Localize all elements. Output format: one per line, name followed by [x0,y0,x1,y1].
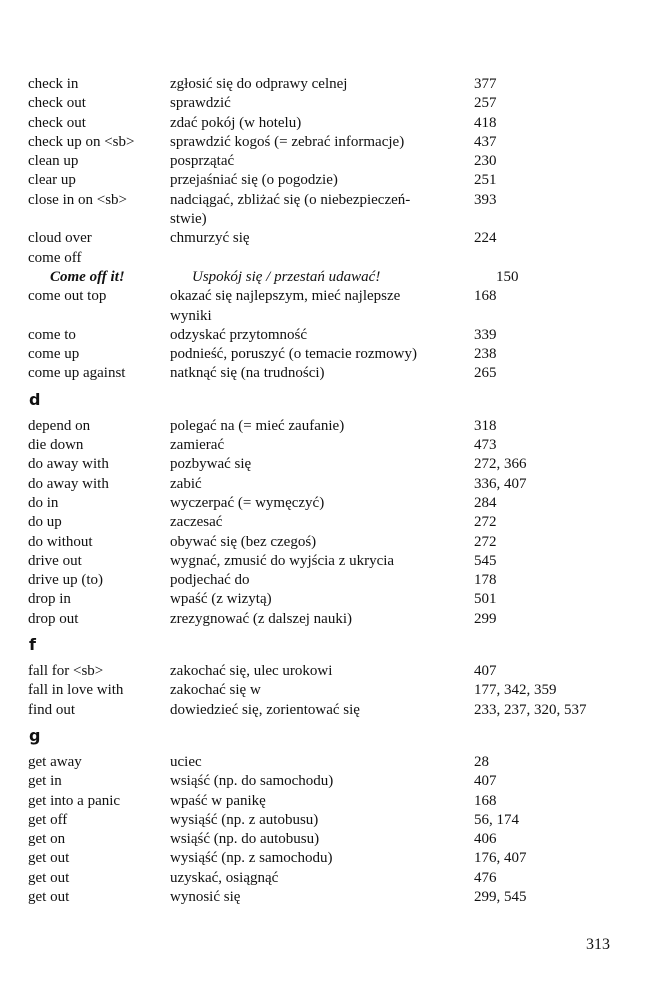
entry-pages: 272, 366 [474,456,527,473]
entry-pages: 176, 407 [474,850,527,867]
entry-pages [474,307,628,326]
entry-translation: sprawdzić [170,95,231,112]
index-entry [28,888,628,907]
entry-pages: 251 [474,172,497,189]
index-entry [28,152,628,171]
entry-term: do away with [28,475,109,492]
entry-pages [474,249,628,268]
entry-term: clean up [28,153,79,170]
entry-translation: wpaść w panikę [170,792,266,809]
entry-term: get out [28,869,70,886]
entry-pages: 272 [474,533,497,550]
entry-translation: wysiąść (np. z samochodu) [170,850,333,867]
section-letter: d [29,389,41,409]
index-entry [28,455,628,474]
entry-pages: 406 [474,831,497,848]
index-entry [28,662,628,681]
entry-term: cloud over [28,230,92,247]
entry-translation: chmurzyć się [170,230,250,247]
entry-term: drive out [28,552,82,569]
entry-translation: uzyskać, osiągnąć [170,869,279,886]
index-entry [28,494,628,513]
entry-pages: 238 [474,346,497,363]
entry-pages: 284 [474,494,497,511]
index-entry [28,681,628,700]
entry-pages: 178 [474,572,497,589]
index-entry [28,268,628,287]
entry-translation: zdać pokój (w hotelu) [170,114,302,131]
entry-translation: polegać na (= mieć zaufanie) [170,417,345,434]
index-entry [28,753,628,772]
entry-pages: 233, 237, 320, 537 [474,701,587,718]
entry-term: come out top [28,288,107,305]
entry-term: find out [28,701,76,718]
entry-term: do up [28,514,62,531]
entry-translation: zgłosić się do odprawy celnej [170,76,348,92]
entry-term: check out [28,95,86,112]
entry-translation: wysiąść (np. z autobusu) [170,811,319,828]
entry-translation: Uspokój się / przestań udawać! [192,268,381,285]
index-entry [28,345,628,364]
entry-translation: wyniki [170,307,212,324]
index-entry [28,436,628,455]
entry-term: get away [28,753,82,770]
index-entry [28,191,628,210]
entry-translation [170,249,474,268]
index-entry [28,701,628,720]
entry-translation: uciec [170,753,202,770]
entry-pages: 150 [496,268,519,285]
entry-term: fall for <sb> [28,663,104,680]
entry-translation: zabić [170,475,202,492]
entry-term: get out [28,850,70,867]
index-entry [28,133,628,152]
entry-pages: 336, 407 [474,475,527,492]
entry-translation: pozbywać się [170,456,252,473]
index-entry [28,171,628,190]
index-entry [28,287,628,306]
entry-term: close in on <sb> [28,191,127,208]
entry-translation: okazać się najlepszym, mieć najlepsze [170,288,401,305]
entry-term: get out [28,888,70,905]
index-entry [28,830,628,849]
entry-translation: stwie) [170,211,207,228]
entry-translation: zakochać się, ulec urokowi [170,663,333,680]
entry-translation: odzyskać przytomność [170,326,308,343]
entry-translation: wygnać, zmusić do wyjścia z ukrycia [170,552,395,569]
entry-term: do without [28,533,93,550]
index-entry [28,364,628,383]
entry-translation: posprzątać [170,153,235,170]
entry-pages: 272 [474,514,497,531]
index-entry [28,772,628,791]
entry-pages: 299 [474,610,497,627]
index-entry [28,75,628,94]
index-entry [28,210,628,229]
index-entry [28,475,628,494]
entry-pages: 230 [474,153,497,170]
entry-pages: 393 [474,191,497,208]
entry-term: clear up [28,172,76,189]
index-entry [28,869,628,888]
entry-term [28,210,170,229]
index-entry [28,94,628,113]
index-entry [28,571,628,590]
entry-term: depend on [28,417,91,434]
index-entry [28,249,628,268]
index-entry [28,533,628,552]
entry-term: do in [28,494,59,511]
entry-translation: zrezygnować (z dalszej nauki) [170,610,352,627]
entry-translation: wsiąść (np. do samochodu) [170,773,334,790]
entry-term: check out [28,114,86,131]
index-entry [28,326,628,345]
entry-translation: wsiąść (np. do autobusu) [170,831,320,848]
entry-pages: 418 [474,114,497,131]
entry-term: get into a panic [28,792,121,809]
entry-pages: 501 [474,591,497,608]
entry-translation: dowiedzieć się, zorientować się [170,701,360,718]
section-letter: f [29,635,36,655]
entry-term: do away with [28,456,109,473]
entry-pages: 265 [474,365,497,382]
entry-translation: zamierać [170,437,225,454]
entry-pages: 318 [474,417,497,434]
entry-translation: wynosić się [170,888,241,905]
entry-pages: 407 [474,663,497,680]
entry-translation: wyczerpać (= wymęczyć) [170,494,325,511]
entry-translation: zaczesać [170,514,223,531]
entry-term: Come off it! [50,268,125,285]
entry-term: fall in love with [28,682,124,699]
entry-pages: 56, 174 [474,811,519,828]
entry-pages: 224 [474,230,497,247]
entry-term: get on [28,831,66,848]
entry-term: get in [28,773,62,790]
entry-pages: 168 [474,288,497,305]
entry-translation: podnieść, poruszyć (o temacie rozmowy) [170,346,417,363]
entry-term: drop in [28,591,71,608]
phrasal-verb-index [28,75,628,907]
entry-term: come to [28,326,76,343]
entry-pages: 257 [474,95,497,112]
entry-pages: 407 [474,773,497,790]
section-letter: g [29,725,41,745]
entry-translation: sprawdzić kogoś (= zebrać informacje) [170,133,405,150]
entry-pages: 476 [474,869,497,886]
page-number: 313 [586,936,610,953]
index-entry [28,811,628,830]
entry-term: come off [28,249,82,266]
entry-pages: 168 [474,792,497,809]
entry-pages: 177, 342, 359 [474,682,557,699]
entry-translation: podjechać do [170,572,250,589]
entry-translation: wpaść (z wizytą) [170,591,272,608]
entry-pages: 299, 545 [474,888,527,905]
entry-translation: zakochać się w [170,682,261,699]
entry-term: drive up (to) [28,572,103,589]
index-entry [28,590,628,609]
index-entry [28,792,628,811]
index-entry [28,849,628,868]
entry-pages: 473 [474,437,497,454]
entry-term [28,307,170,326]
entry-translation: obywać się (bez czegoś) [170,533,317,550]
index-entry [28,552,628,571]
index-entry [28,417,628,436]
index-entry [28,114,628,133]
entry-pages: 437 [474,133,497,150]
index-entry [28,610,628,629]
entry-pages: 339 [474,326,497,343]
entry-term: come up [28,346,80,363]
entry-translation: przejaśniać się (o pogodzie) [170,172,338,189]
entry-term: die down [28,437,84,454]
entry-term: drop out [28,610,79,627]
index-entry [28,229,628,248]
entry-pages: 28 [474,753,489,770]
entry-pages [474,210,628,229]
index-entry [28,513,628,532]
entry-translation: natknąć się (na trudności) [170,365,325,382]
index-entry [28,307,628,326]
entry-term: check up on <sb> [28,133,135,150]
entry-pages: 545 [474,552,497,569]
entry-translation: nadciągać, zbliżać się (o niebezpieczeń- [170,191,411,208]
entry-term: check in [28,76,79,92]
entry-pages: 377 [474,76,497,92]
entry-term: come up against [28,365,126,382]
entry-term: get off [28,811,68,828]
